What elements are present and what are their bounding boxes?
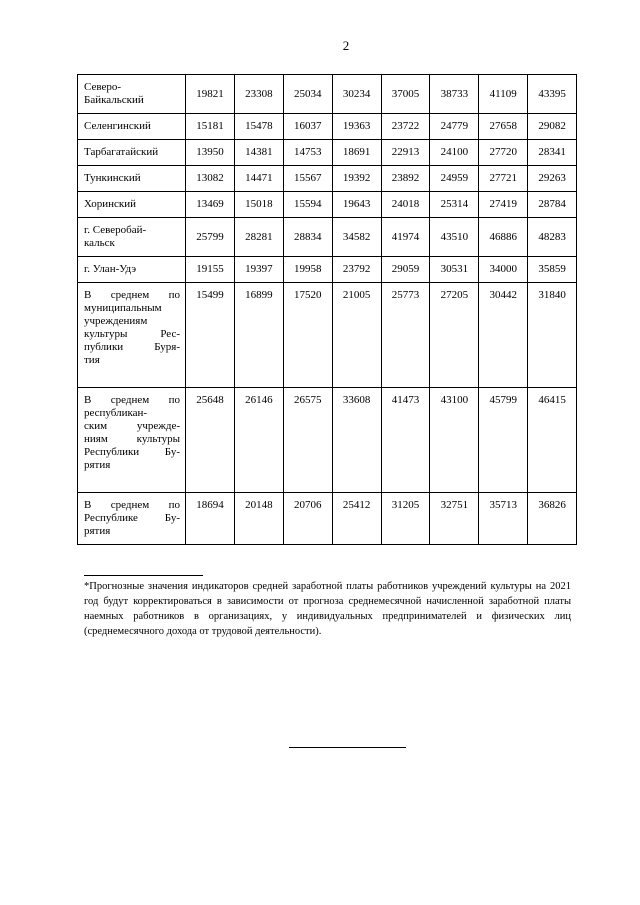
- value-cell: 27658: [479, 114, 528, 140]
- footnote: *Прогнозные значения индикаторов средней заработной платы работников учреждений культуры на 2021 год будут корректироваться в зависимости от прогноза среднемесячной начисленной заработной платы наемных работников в организациях, у индивидуальных предпринимателей и физических лиц (среднемесячного дохода от трудовой деятельности).: [84, 581, 571, 637]
- value-cell: 19958: [283, 257, 332, 283]
- value-cell: 13950: [186, 140, 235, 166]
- region-label-line: рятия: [84, 459, 111, 471]
- region-label-line: культуры Рес-: [84, 328, 180, 340]
- region-label-line: В среднем по: [84, 289, 180, 301]
- region-cell: [78, 192, 186, 218]
- region-label-line: ниям культуры: [84, 433, 180, 445]
- region-cell: [78, 493, 186, 545]
- value-cell: 23892: [381, 166, 430, 192]
- region-label-line: В среднем по: [84, 394, 180, 406]
- value-cell: 31205: [381, 493, 430, 545]
- region-cell: [78, 388, 186, 493]
- value-cell: 16899: [234, 283, 283, 388]
- value-cell: 18691: [332, 140, 381, 166]
- value-cell: 30531: [430, 257, 479, 283]
- value-cell: 25648: [186, 388, 235, 493]
- salary-table: [77, 74, 577, 545]
- value-cell: 25799: [186, 218, 235, 257]
- value-cell: 45799: [479, 388, 528, 493]
- value-cell: 48283: [528, 218, 577, 257]
- region-label-line: муниципальным: [84, 302, 162, 314]
- value-cell: 37005: [381, 75, 430, 114]
- value-cell: 18694: [186, 493, 235, 545]
- value-cell: 27205: [430, 283, 479, 388]
- value-cell: 17520: [283, 283, 332, 388]
- value-cell: 46415: [528, 388, 577, 493]
- table-row: [78, 192, 577, 218]
- region-label-line: кальск: [84, 237, 115, 249]
- region-label-line: Северо-: [84, 81, 122, 93]
- region-label-line: тия: [84, 354, 100, 366]
- value-cell: 28784: [528, 192, 577, 218]
- region-label-line: республикан-: [84, 407, 148, 419]
- region-cell: [78, 283, 186, 388]
- region-cell: [78, 257, 186, 283]
- value-cell: 28834: [283, 218, 332, 257]
- value-cell: 23792: [332, 257, 381, 283]
- value-cell: 29082: [528, 114, 577, 140]
- value-cell: 13082: [186, 166, 235, 192]
- value-cell: 26575: [283, 388, 332, 493]
- value-cell: 25412: [332, 493, 381, 545]
- value-cell: 15594: [283, 192, 332, 218]
- value-cell: 19392: [332, 166, 381, 192]
- region-label-line: В среднем по: [84, 499, 180, 511]
- region-cell: [78, 140, 186, 166]
- table-row: [78, 283, 577, 388]
- value-cell: 15567: [283, 166, 332, 192]
- value-cell: 21005: [332, 283, 381, 388]
- table-row: [78, 166, 577, 192]
- value-cell: 19363: [332, 114, 381, 140]
- table-row: [78, 114, 577, 140]
- value-cell: 41109: [479, 75, 528, 114]
- region-label-line: Тарбагатайский: [84, 146, 159, 158]
- table-row: [78, 257, 577, 283]
- table-row: [78, 493, 577, 545]
- table-row: [78, 388, 577, 493]
- value-cell: 36826: [528, 493, 577, 545]
- value-cell: 28341: [528, 140, 577, 166]
- table-row: [78, 75, 577, 114]
- value-cell: 14381: [234, 140, 283, 166]
- region-label-line: ским учрежде-: [84, 420, 180, 432]
- region-label-line: Селенгинский: [84, 120, 151, 132]
- value-cell: 26146: [234, 388, 283, 493]
- region-cell: [78, 166, 186, 192]
- value-cell: 14753: [283, 140, 332, 166]
- region-label-line: Хоринский: [84, 198, 137, 210]
- end-of-document-rule: [289, 747, 406, 748]
- value-cell: 34000: [479, 257, 528, 283]
- value-cell: 35713: [479, 493, 528, 545]
- value-cell: 29059: [381, 257, 430, 283]
- region-label-line: Республики Бу-: [84, 446, 180, 458]
- value-cell: 38733: [430, 75, 479, 114]
- value-cell: 22913: [381, 140, 430, 166]
- value-cell: 30442: [479, 283, 528, 388]
- value-cell: 27419: [479, 192, 528, 218]
- footnote-divider: [84, 575, 203, 576]
- region-cell: [78, 218, 186, 257]
- value-cell: 20148: [234, 493, 283, 545]
- value-cell: 13469: [186, 192, 235, 218]
- region-label-line: Тункинский: [84, 172, 141, 184]
- value-cell: 19397: [234, 257, 283, 283]
- value-cell: 43100: [430, 388, 479, 493]
- value-cell: 14471: [234, 166, 283, 192]
- region-cell: [78, 114, 186, 140]
- table-row: [78, 140, 577, 166]
- value-cell: 23722: [381, 114, 430, 140]
- value-cell: 25773: [381, 283, 430, 388]
- value-cell: 30234: [332, 75, 381, 114]
- value-cell: 28281: [234, 218, 283, 257]
- value-cell: 24100: [430, 140, 479, 166]
- value-cell: 41974: [381, 218, 430, 257]
- region-label-line: публики Буря-: [84, 341, 180, 353]
- value-cell: 34582: [332, 218, 381, 257]
- value-cell: 16037: [283, 114, 332, 140]
- value-cell: 19821: [186, 75, 235, 114]
- value-cell: 19155: [186, 257, 235, 283]
- value-cell: 23308: [234, 75, 283, 114]
- value-cell: 25034: [283, 75, 332, 114]
- region-label-line: учреждениям: [84, 315, 148, 327]
- value-cell: 24959: [430, 166, 479, 192]
- value-cell: 35859: [528, 257, 577, 283]
- value-cell: 43510: [430, 218, 479, 257]
- value-cell: 25314: [430, 192, 479, 218]
- region-label-line: рятия: [84, 525, 111, 537]
- value-cell: 32751: [430, 493, 479, 545]
- value-cell: 24779: [430, 114, 479, 140]
- value-cell: 31840: [528, 283, 577, 388]
- region-label-line: Байкальский: [84, 94, 144, 106]
- value-cell: 15478: [234, 114, 283, 140]
- value-cell: 46886: [479, 218, 528, 257]
- table-row: [78, 218, 577, 257]
- value-cell: 19643: [332, 192, 381, 218]
- value-cell: 41473: [381, 388, 430, 493]
- value-cell: 29263: [528, 166, 577, 192]
- value-cell: 43395: [528, 75, 577, 114]
- region-label-line: Республике Бу-: [84, 512, 180, 524]
- region-cell: [78, 75, 186, 114]
- value-cell: 20706: [283, 493, 332, 545]
- region-label-line: г. Северобай-: [84, 224, 147, 236]
- value-cell: 24018: [381, 192, 430, 218]
- value-cell: 15499: [186, 283, 235, 388]
- region-label-line: г. Улан-Удэ: [84, 263, 137, 275]
- value-cell: 27721: [479, 166, 528, 192]
- value-cell: 33608: [332, 388, 381, 493]
- page-number: 2: [342, 38, 350, 53]
- value-cell: 27720: [479, 140, 528, 166]
- value-cell: 15018: [234, 192, 283, 218]
- table-body: [78, 75, 577, 545]
- value-cell: 15181: [186, 114, 235, 140]
